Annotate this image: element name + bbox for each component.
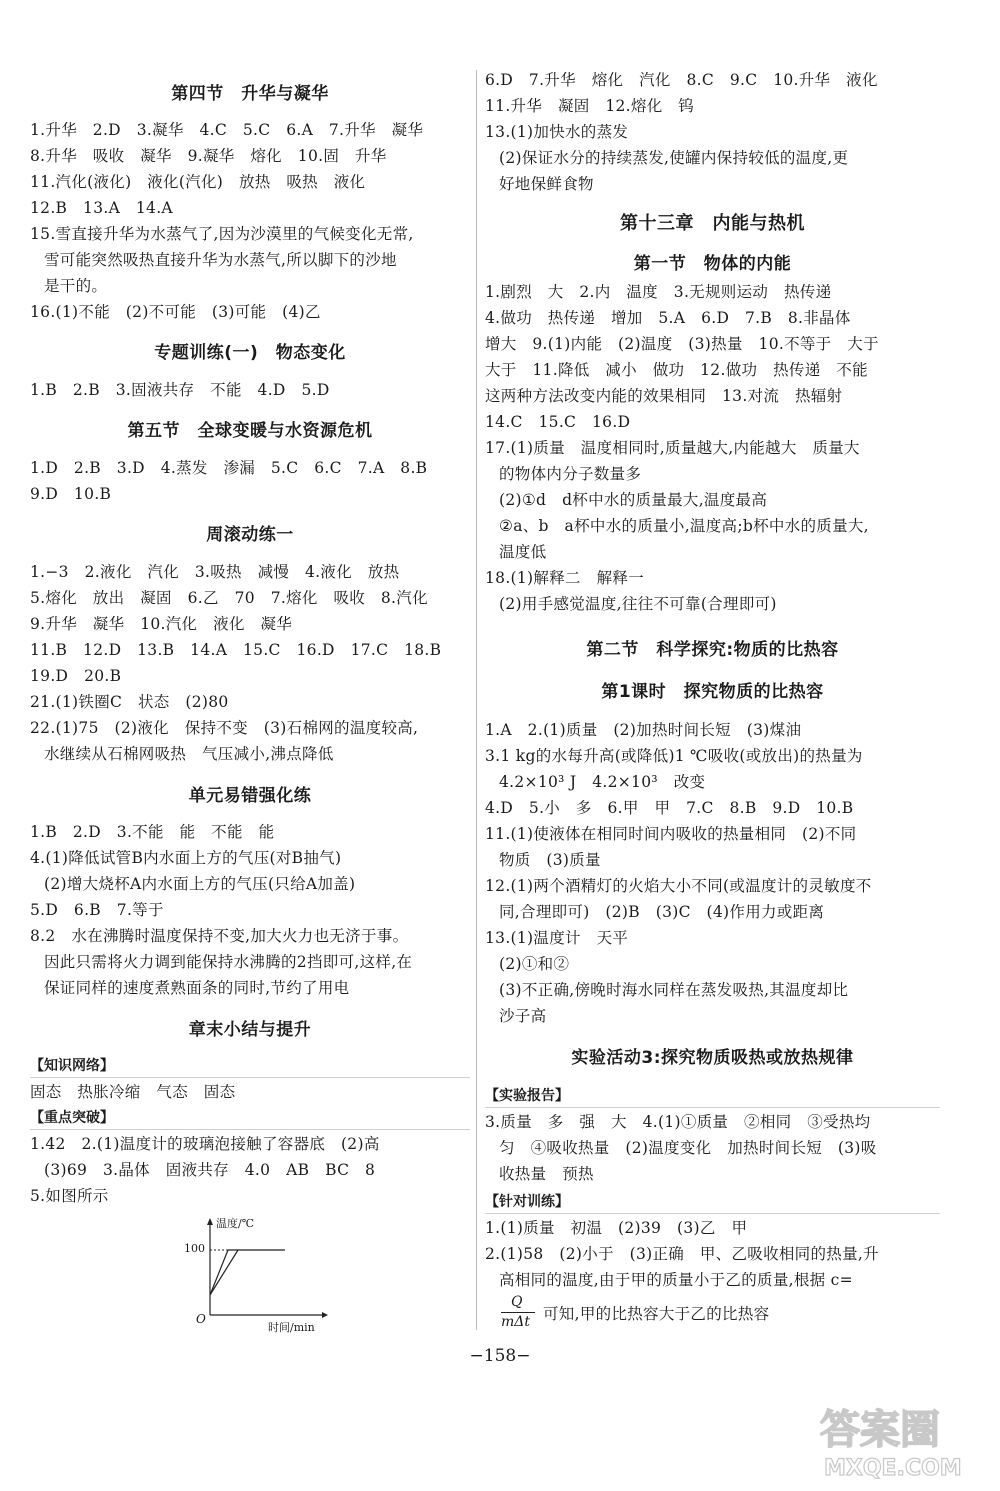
answer-line: 1.剧烈 大 2.内 温度 3.无规则运动 热传递 [485,283,832,301]
answer-line: ②a、b a杯中水的质量小,温度高;b杯中水的质量大, [499,517,869,535]
answer-line: 水继续从石棉网吸热 气压减小,沸点降低 [44,745,334,763]
experiment-3-title: 实验活动3:探究物质吸热或放热规律 [571,1048,854,1068]
fraction-numerator: Q [511,1294,523,1310]
answer-line: 12.B 13.A 14.A [30,199,173,217]
answer-line: 16.(1)不能 (2)不可能 (3)可能 (4)乙 [30,303,321,321]
answer-line: 14.C 15.C 16.D [485,413,631,431]
answer-line: 19.D 20.B [30,667,122,685]
watermark-logo [810,1395,990,1485]
answer-line: 4.(1)降低试管B内水面上方的气压(对B抽气) [30,849,342,867]
answer-line: 13.(1)加快水的蒸发 [485,123,629,141]
answer-line: 9.升华 凝华 10.汽化 液化 凝华 [30,615,293,633]
knowledge-network-tag: 【知识网络】 [30,1058,114,1074]
answer-line: 12.(1)两个酒精灯的火焰大小不同(或温度计的灵敏度不 [485,877,872,895]
experiment-report-tag: 【实验报告】 [485,1088,569,1104]
answer-line: 13.(1)温度计 天平 [485,929,629,947]
answer-line: 保证同样的速度煮熟面条的同时,节约了用电 [44,979,350,997]
y-axis-label: 温度/℃ [216,1217,255,1230]
fraction-denominator: mΔt [501,1314,531,1330]
chapter-summary-title: 章末小结与提升 [188,1020,312,1040]
answer-line: 收热量 预热 [499,1165,594,1183]
unit-errors-title: 单元易错强化练 [188,786,312,806]
formula-fraction [499,1294,539,1334]
answer-line: 1.D 2.B 3.D 4.蒸发 渗漏 5.C 6.C 7.A 8.B [30,459,428,477]
answer-line: 大于 11.降低 减小 做功 12.做功 热传递 不能 [485,361,868,379]
answer-line: (2)保证水分的持续蒸发,使罐内保持较低的温度,更 [499,149,849,167]
answer-line: (3)69 3.晶体 固液共存 4.0 AB BC 8 [44,1161,376,1179]
page-number: −158− [469,1346,531,1366]
answer-line: 8.2 水在沸腾时温度保持不变,加大火力也无济于事。 [30,927,409,945]
answer-line: 同,合理即可) (2)B (3)C (4)作用力或距离 [499,903,825,921]
y-axis-arrow [207,1218,213,1225]
answer-line: 17.(1)质量 温度相同时,质量越大,内能越大 质量大 [485,439,860,457]
answer-line: 因此只需将火力调到能保持水沸腾的2挡即可,这样,在 [44,953,413,971]
answer-line: 15.雪直接升华为水蒸气了,因为沙漠里的气候变化无常, [30,225,414,243]
answer-line: 是干的。 [44,277,108,295]
answer-line: 4.做功 热传递 增加 5.A 6.D 7.B 8.非晶体 [485,309,851,327]
answer-line: 4.D 5.小 多 6.甲 甲 7.C 8.B 9.D 10.B [485,799,854,817]
answer-line: 好地保鲜食物 [499,175,594,193]
answer-line: 1.A 2.(1)质量 (2)加热时间长短 (3)煤油 [485,721,802,739]
answer-line: 11.(1)使液体在相同时间内吸收的热量相同 (2)不同 [485,825,857,843]
answer-line: 可知,甲的比热容大于乙的比热容 [543,1305,770,1323]
graph-svg [190,1215,330,1335]
answer-line: 雪可能突然吸热直接升华为水蒸气,所以脚下的沙地 [44,251,397,269]
answer-line: (2)增大烧杯A内水面上方的气压(只给A加盖) [44,875,356,893]
answer-line: (2)①d d杯中水的质量最大,温度最高 [499,491,768,509]
fraction-bar [501,1312,535,1313]
answer-line: 4.2×10³ J 4.2×10³ 改变 [499,773,706,791]
section-2-title: 第二节 科学探究:物质的比热容 [586,640,839,660]
answer-line: 1.(1)质量 初温 (2)39 (3)乙 甲 [485,1219,748,1237]
answer-line: 2.(1)58 (2)小于 (3)正确 甲、乙吸收相同的热量,升 [485,1245,879,1263]
section-5-title: 第五节 全球变暖与水资源危机 [127,421,373,441]
tick-100: 100 [184,1242,205,1255]
answer-line: 增大 9.(1)内能 (2)温度 (3)热量 10.不等于 大于 [485,335,879,353]
answer-line: 22.(1)75 (2)液化 保持不变 (3)石棉网的温度较高, [30,719,419,737]
weekly-practice-title: 周滚动练一 [206,525,294,545]
answer-line: 11.汽化(液化) 液化(汽化) 放热 吸热 液化 [30,173,366,191]
answer-line: 18.(1)解释二 解释一 [485,569,645,587]
answer-line: 1.−3 2.液化 汽化 3.吸热 减慢 4.液化 放热 [30,563,400,581]
answer-line: 5.如图所示 [30,1187,109,1205]
answer-line: 5.熔化 放出 凝固 6.乙 70 7.熔化 吸收 8.汽化 [30,589,428,607]
tag-underline [485,1213,940,1214]
answer-line: 9.D 10.B [30,485,112,503]
tag-underline [485,1107,940,1108]
answer-line: 8.升华 吸收 凝华 9.凝华 熔化 10.固 升华 [30,147,387,165]
tag-underline [30,1129,470,1130]
answer-line: 1.42 2.(1)温度计的玻璃泡接触了容器底 (2)高 [30,1135,380,1153]
section-1-title: 第一节 物体的内能 [633,254,792,274]
chapter-13-title: 第十三章 内能与热机 [620,213,805,234]
column-divider [476,70,477,1330]
answer-line: 21.(1)铁圈C 状态 (2)80 [30,693,229,711]
answer-line: 这两种方法改变内能的效果相同 13.对流 热辐射 [485,387,843,405]
curve-heating-b [210,1250,238,1295]
key-breakthrough-tag: 【重点突破】 [30,1110,114,1126]
answer-line: 6.D 7.升华 熔化 汽化 8.C 9.C 10.升华 液化 [485,71,878,89]
answer-line: (2)①和② [499,955,570,973]
answer-line: 高相同的温度,由于甲的质量小于乙的质量,根据 c= [499,1271,853,1289]
answer-line: 3.质量 多 强 大 4.(1)①质量 ②相同 ③受热均 [485,1113,871,1131]
tag-underline [30,1077,470,1078]
answer-line: 固态 热胀冷缩 气态 固态 [30,1083,236,1101]
temperature-time-graph [184,1215,330,1335]
answer-line: 3.1 kg的水每升高(或降低)1 ℃吸收(或放出)的热量为 [485,747,863,765]
answer-line: 11.B 12.D 13.B 14.A 15.C 16.D 17.C 18.B [30,641,442,659]
answer-line: 的物体内分子数量多 [499,465,642,483]
answer-line: 1.B 2.D 3.不能 能 不能 能 [30,823,275,841]
origin-label: O [196,1312,206,1326]
answer-line: 匀 ④吸收热量 (2)温度变化 加热时间长短 (3)吸 [499,1139,877,1157]
x-axis-label: 时间/min [268,1321,315,1334]
answer-line: (2)用手感觉温度,往往不可靠(合理即可) [499,595,777,613]
targeted-training-tag: 【针对训练】 [485,1194,569,1210]
answer-line: 沙子高 [499,1007,547,1025]
answer-line: 11.升华 凝固 12.熔化 钨 [485,97,695,115]
answer-line: (3)不正确,傍晚时海水同样在蒸发吸热,其温度却比 [499,981,849,999]
answer-line: 温度低 [499,543,547,561]
svg-text:MXQE.COM: MXQE.COM [824,1456,962,1481]
curve-heating-a [210,1250,228,1295]
answer-line: 1.B 2.B 3.固液共存 不能 4.D 5.D [30,381,330,399]
x-axis-arrow [322,1312,328,1318]
topic-training-1-title: 专题训练(一) 物态变化 [154,343,346,363]
answer-line: 物质 (3)质量 [499,851,601,869]
answer-line: 1.升华 2.D 3.凝华 4.C 5.C 6.A 7.升华 凝华 [30,121,424,139]
section-4-title: 第四节 升华与凝华 [171,84,329,104]
lesson-1-title: 第1课时 探究物质的比热容 [601,682,824,702]
answer-line: 5.D 6.B 7.等于 [30,901,164,919]
svg-text:答案圈: 答案圈 [820,1407,940,1453]
